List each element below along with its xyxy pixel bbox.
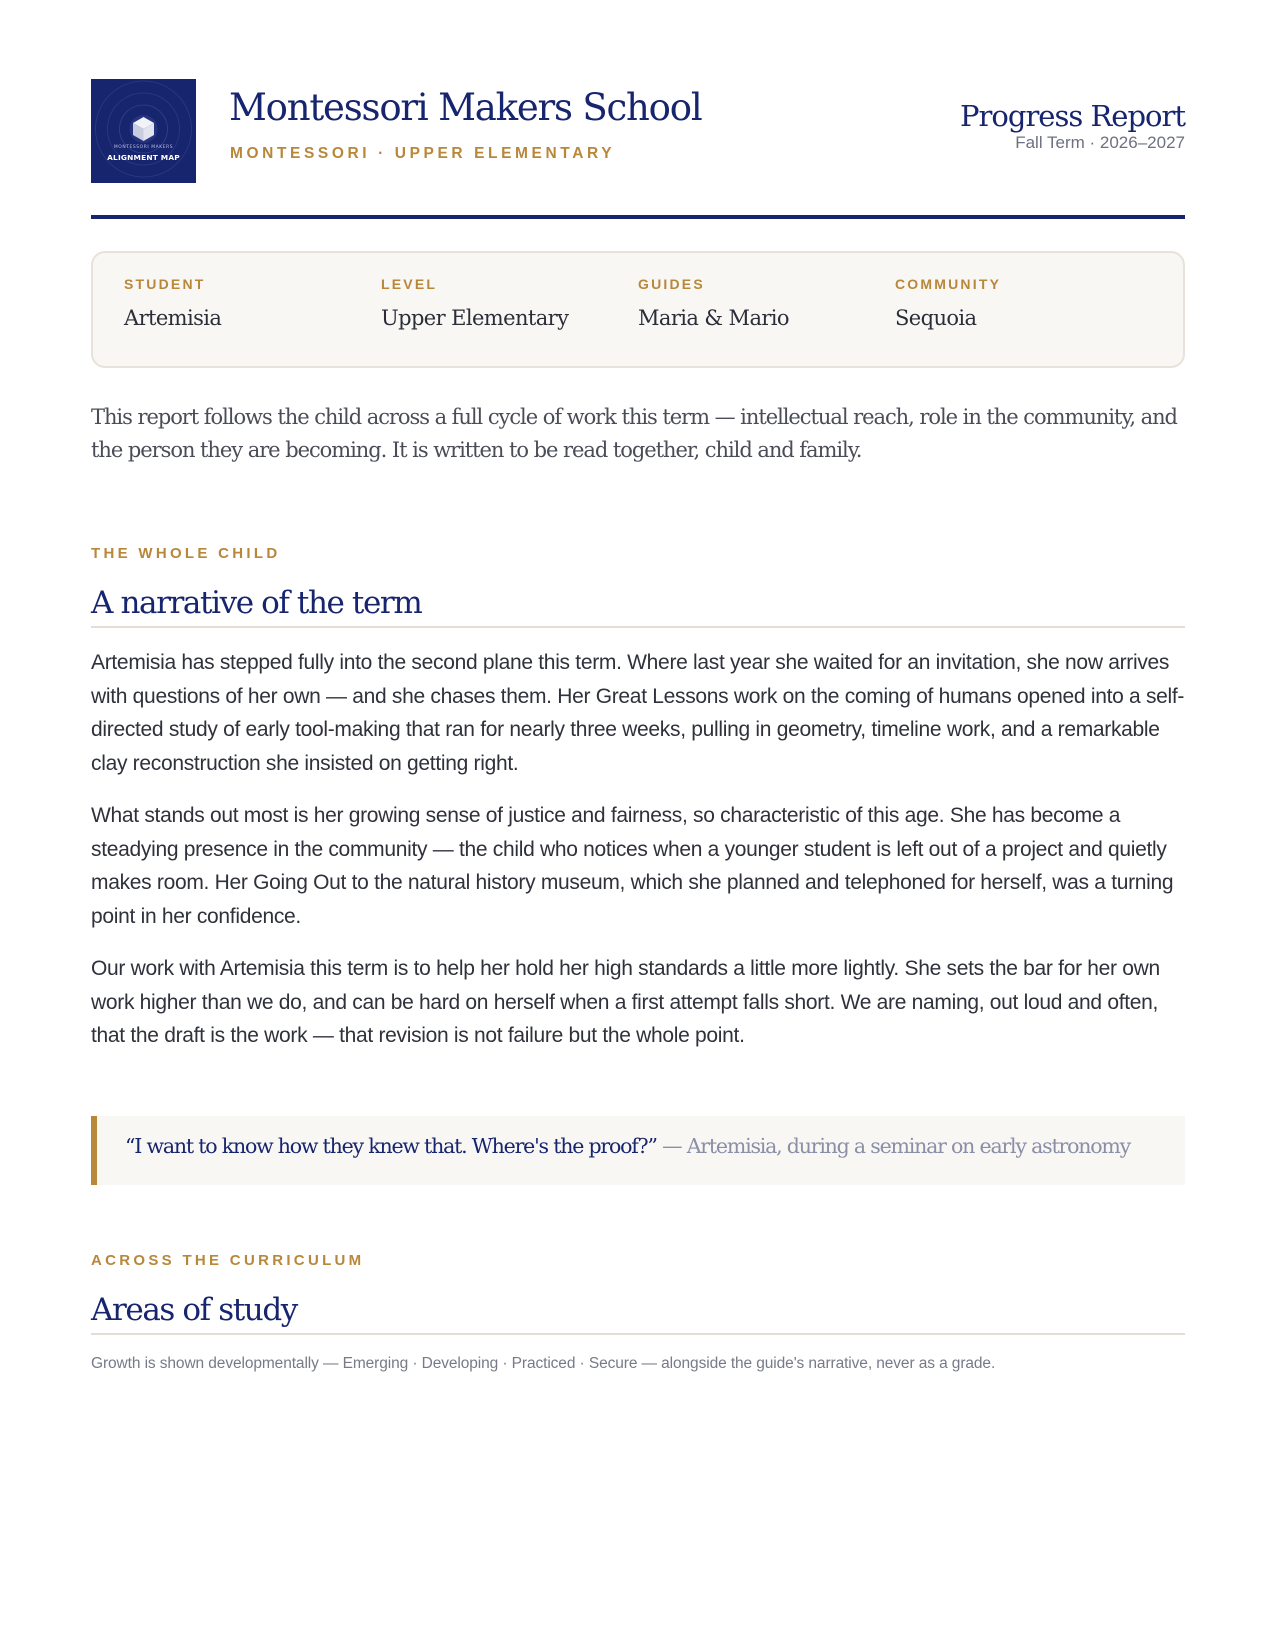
narrative-paragraph: Our work with Artemisia this term is to help her hold her high standards a little more lightly. She sets the bar for her own work higher than we do, and can be hard on herself when a first attempt falls short. We are naming, out loud and often, that the draft is the work — that revision is not failure but the whole point. <box>91 957 1160 1047</box>
logo-label: ALIGNMENT MAP <box>107 153 180 162</box>
growth-scale-note: Growth is shown developmentally — Emerging · Developing · Practiced · Secure — alongside the guide's narrative, never as a grade. <box>91 1355 996 1372</box>
student-label: STUDENT <box>124 276 206 292</box>
whole-child-eyebrow: THE WHOLE CHILD <box>91 545 281 562</box>
guides-value: Maria & Mario <box>638 306 789 330</box>
school-name: Montessori Makers School <box>229 86 702 129</box>
logo-small-text: MONTESSORI MAKERS <box>113 145 174 150</box>
student-value: Artemisia <box>124 306 222 330</box>
intro-text: This report follows the child across a full cycle of work this term — intellectual reach, role in the community, and the person they are becoming. It is written to be read together, child and family. <box>91 405 1177 462</box>
logo-rings <box>91 79 196 183</box>
report-title: Progress Report <box>960 99 1185 133</box>
report-term: Fall Term · 2026–2027 <box>1015 133 1185 152</box>
quote-attribution <box>662 1134 1130 1158</box>
header-divider <box>91 215 1185 219</box>
areas-title-rule <box>91 1333 1185 1335</box>
school-logo <box>91 79 196 183</box>
quote-attribution-text: — Artemisia, during a seminar on early astronomy <box>662 1134 1131 1158</box>
school-tagline: MONTESSORI · UPPER ELEMENTARY <box>230 145 616 162</box>
curriculum-eyebrow: ACROSS THE CURRICULUM <box>91 1252 365 1269</box>
guides-field <box>638 276 789 330</box>
level-field <box>381 276 568 330</box>
student-quote <box>91 1116 1185 1185</box>
narrative-body <box>91 646 1185 1072</box>
narrative-title-rule <box>91 626 1185 628</box>
quote-text: “I want to know how they knew that. Where's the proof?” <box>125 1134 657 1158</box>
narrative-paragraph: Artemisia has stepped fully into the second plane this term. Where last year she waited for an invitation, she now arrives with questions of her own — and she chases them. Her Great Lessons work on the coming of humans opened into a self-directed study of early tool-making that ran for nearly three weeks, pulling in geometry, timeline work, and a remarkable clay reconstruction she insisted on getting right. <box>91 651 1185 775</box>
level-value: Upper Elementary <box>381 306 569 330</box>
student-info-card <box>91 251 1185 368</box>
community-value: Sequoia <box>895 306 977 330</box>
areas-of-study-title: Areas of study <box>91 1292 297 1328</box>
narrative-title: A narrative of the term <box>91 585 422 621</box>
level-label: LEVEL <box>381 276 438 292</box>
community-field <box>895 276 1001 330</box>
community-label: COMMUNITY <box>895 276 1002 292</box>
guides-label: GUIDES <box>638 276 705 292</box>
student-field <box>124 276 221 330</box>
narrative-paragraph: What stands out most is her growing sense of justice and fairness, so characteristic of this age. She has become a steadying presence in the community — the child who notices when a younger student is left out of a project and quietly makes room. Her Going Out to the natural history museum, which she planned and telephoned for herself, was a turning point in her confidence. <box>91 804 1174 928</box>
